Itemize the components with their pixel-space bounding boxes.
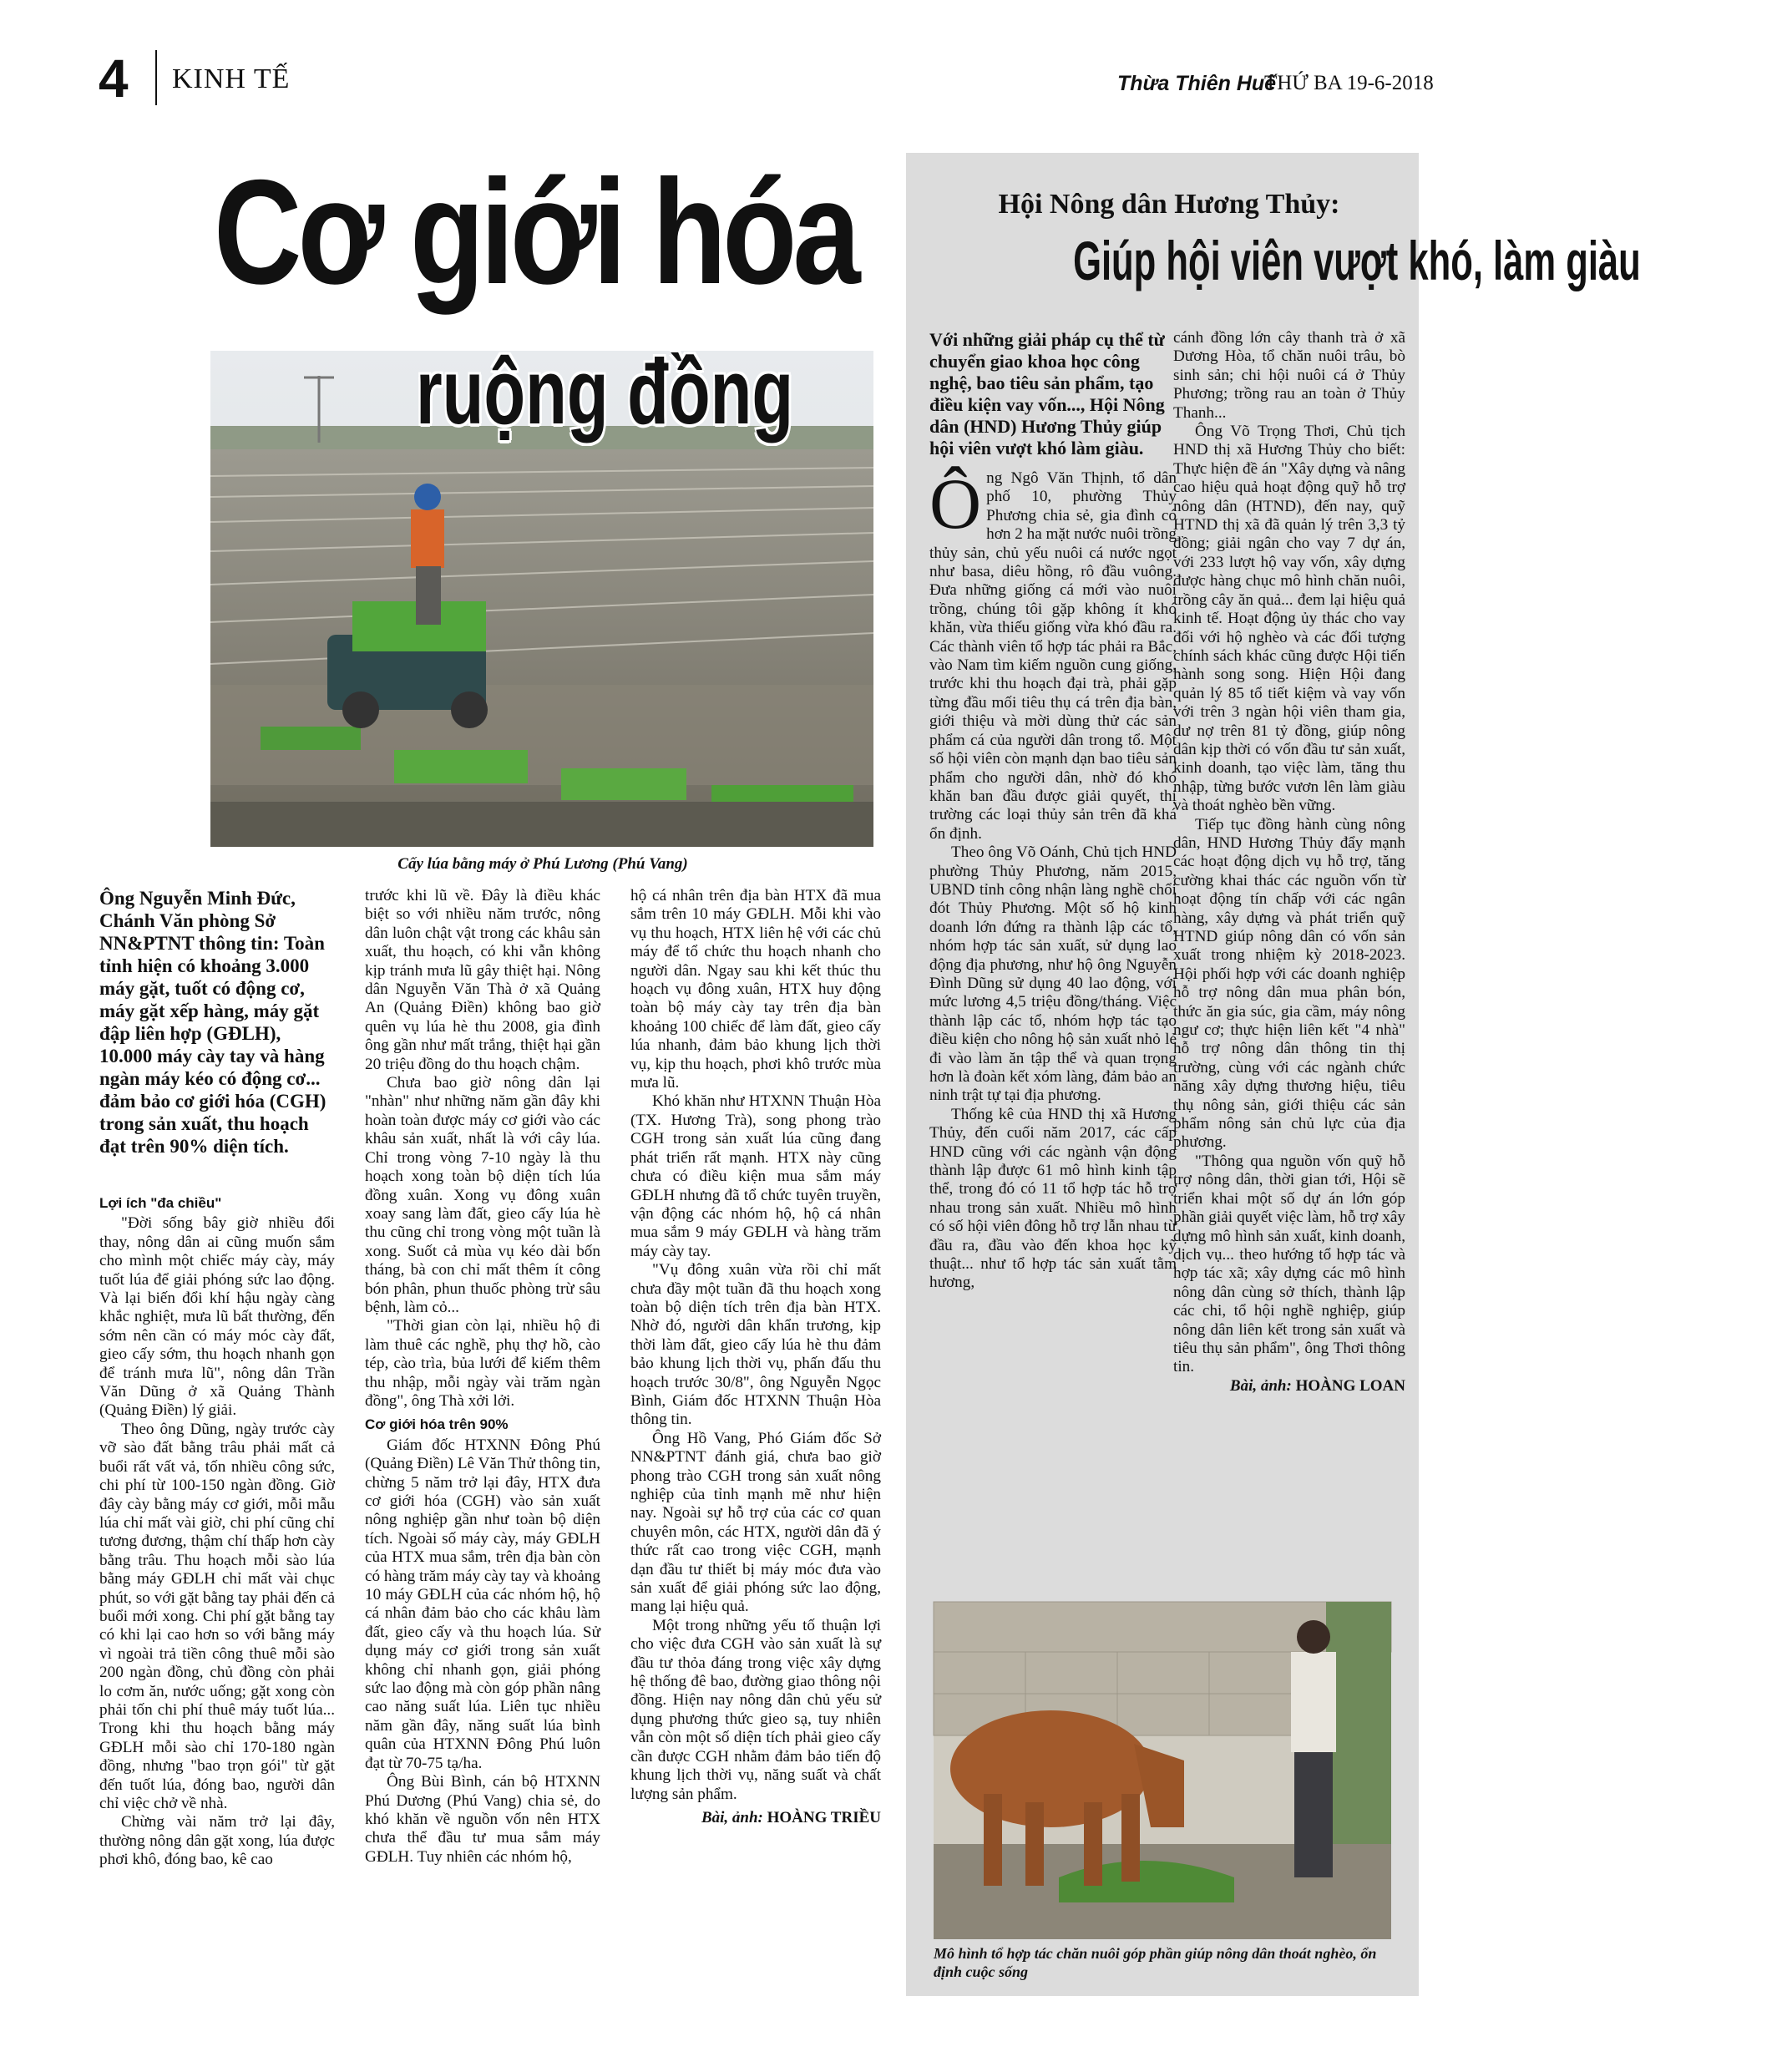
paragraph: Giám đốc HTXNN Đông Phú (Quảng Điền) Lê Văn Thử thông tin, chừng 5 năm trở lại đây, HTX đưa cơ giới hóa (CGH) vào sản xuất nông nghiệp gần như toàn bộ diện tích. Ngoài số máy cày, máy GĐLH của HTX mua sắm, trên địa bàn còn có hàng trăm máy cày tay và khoảng 10 máy GĐLH của các nhóm hộ, hộ cá nhân đảm bảo cho các khâu làm đất, gieo cấy và thu hoạch lúa. Sử dụng máy cơ giới trong sản xuất không chỉ nhanh gọn, giải phóng sức lao động mà còn góp phần nâng cao năng suất lúa. Liên tục nhiều năm gần đây, năng suất lúa bình quân của HTXNN Đông Phú luôn đạt từ 70-75 tạ/ha. [365,1436,600,1772]
subheading: Cơ giới hóa trên 90% [365,1416,509,1433]
sidebar-kicker: Hội Nông dân Hương Thủy: [998,189,1340,220]
paragraph: Ông Ngô Văn Thịnh, tổ dân phố 10, phường Thủy Phương chia sẻ, gia đình có hơn 2 ha mặt nước nuôi trồng thủy sản, chủ yếu nuôi cá nước ngọt như basa, diêu hồng, rô đầu vuông. Đưa những giống cá mới vào nuôi trồng, chúng tôi gặp không ít khó khăn, vừa thiếu giống vừa khó đầu ra. Các thành viên tổ hợp tác phải ra Bắc, vào Nam tìm kiếm nguồn cung giống, trước khi thu hoạch đại trà, phải gặp từng đầu mối tiêu thụ cá trên địa bàn, giới thiệu và mời dùng thử các sản phẩm cá của người dân trong tổ. Một số hội viên còn mạnh dạn bao tiêu sản phẩm cho người dân, nhờ đó khó khăn ban đầu được giải quyết, thị trường các loại thủy sản trên đã khá ổn định. [929,464,1177,843]
article-column-3 [630,887,881,1827]
newspaper-name: Thừa Thiên Huế [1117,72,1277,95]
paragraph: Theo ông Võ Oánh, Chủ tịch HND phường Thủy Phương, năm 2015, UBND tỉnh công nhận làng nghề chổi đót Thủy Phương. Một số hộ kinh doanh lớn đứng ra thành lập các tổ, nhóm hợp tác sản xuất, sử dụng lao động địa phương, như hộ ông Nguyễn Đình Dũng sử dụng 40 lao động, với mức lương 4,5 triệu đồng/tháng. Việc thành lập các tổ, nhóm hợp tác tạo điều kiện cho nông hộ sản xuất nhỏ lẻ đi vào làm ăn tập thể và quan trọng hơn là đoàn kết xóm làng, đảm bảo an ninh trật tự tại địa phương. [929,843,1177,1105]
paragraph: Chừng vài năm trở lại đây, thường nông dân gặt xong, lúa được phơi khô, đóng bao, kê cao [99,1813,335,1869]
paragraph: "Đời sống bây giờ nhiều đổi thay, nông dân ai cũng muốn sắm cho mình một chiếc máy cày, máy tuốt lúa để giải phóng sức lao động. Và lại biến đổi khí hậu ngày càng khắc nghiệt, mưa lũ bất thường, đến sớm nên cần có máy móc cày đất, gieo cấy sớm, thu hoạch nhanh gọn để tránh mưa lũ", nông dân Trần Văn Dũng ở xã Quảng Thành (Quảng Điền) lý giải. [99,1214,335,1420]
article-column-1 [99,887,335,1870]
section-name: KINH TẾ [172,63,291,94]
subheading: Lợi ích "đa chiều" [99,1195,222,1211]
paragraph: Ông Hồ Vang, Phó Giám đốc Sở NN&PTNT đánh giá, chưa bao giờ phong trào CGH trong sản xuất nông nghiệp của tỉnh mạnh mẽ như hiện nay. Ngoài sự hỗ trợ của các cơ quan chuyên môn, các HTX, người dân đã ý thức rất cao trong việc CGH, mạnh dạn đầu tư thiết bị máy móc đưa vào sản xuất để giải phóng sức lao động, mang lại hiệu quả. [630,1429,881,1616]
paragraph: Thống kê của HND thị xã Hương Thủy, đến cuối năm 2017, các cấp HND cũng với các ngành vận động thành lập được 61 mô hình kinh tập thể, trong đó có 11 tổ hợp tác hỗ trợ nhau trong sản xuất. Nhiều mô hình có số hội viên đông hỗ trợ lẫn nhau từ đầu ra, đầu vào đến khoa học kỹ thuật... như tổ hợp tác sản xuất tằm hương, [929,1105,1177,1292]
article-credit: Bài, ảnh: HOÀNG TRIỀU [701,1808,881,1826]
paragraph: trước khi lũ về. Đây là điều khác biệt so với nhiều năm trước, nông dân luôn chật vật trong các khâu sản xuất, thu hoạch, có khi vẫn không kịp tránh mưa lũ gây thiệt hại. Nông dân Nguyễn Văn Thà ở xã Quảng An (Quảng Điền) không bao giờ quên vụ lúa hè thu 2008, gia đình ông gần như mất trắng, thiệt hại gần 20 triệu đồng do thu hoạch chậm. [365,887,600,1073]
paragraph: Một trong những yếu tố thuận lợi cho việc đưa CGH vào sản xuất là sự đầu tư thỏa đáng trong việc xây dựng hệ thống đê bao, đường giao thông nội đồng. Hiện nay nông dân chủ yếu sử dụng phương thức gieo sạ, tuy nhiên vẫn còn một số diện tích phải gieo cấy cần được CGH nhằm đảm bảo tiến độ khung lịch thời vụ, năng suất và chất lượng sản phẩm. [630,1616,881,1803]
sidebar-lead: Với những giải pháp cụ thể từ chuyển giao khoa học công nghệ, bao tiêu sản phẩm, tạo điều kiện vay vốn..., Hội Nông dân (HND) Hương Thủy giúp hội viên vượt khó làm giàu. [929,329,1165,458]
sidebar-photo-caption: Mô hình tổ hợp tác chăn nuôi góp phần giúp nông dân thoát nghèo, ổn định cuộc sống [934,1945,1377,1980]
sidebar-column-1 [929,329,1177,1293]
paragraph: cánh đồng lớn cây thanh trà ở xã Dương Hòa, tổ chăn nuôi trâu, bò sinh sản; chi hội nuôi cá ở Thủy Phương; trồng rau an toàn ở Thủy Thanh... [1173,329,1405,422]
photo-caption: Cấy lúa bằng máy ở Phú Lương (Phú Vang) [397,855,688,873]
paragraph: Ông Võ Trọng Thơi, Chủ tịch HND thị xã Hương Thủy cho biết: Thực hiện đề án "Xây dựng và nâng cao hiệu quả hoạt động quỹ hỗ trợ nông dân (HTND), đến nay, quỹ HTND thị xã đã quản lý trên 3,3 tỷ đồng; giải ngân cho vay 7 dự án, với 233 lượt hộ vay vốn, xây dựng được hàng chục mô hình chăn nuôi, trồng cây ăn quả... đem lại hiệu quả kinh tế. Hoạt động ủy thác cho vay đối với hộ nghèo và các đối tượng chính sách khác cũng được Hội tiến hành song song. Hiện Hội đang quản lý 85 tổ tiết kiệm và vay vốn với trên 3 ngàn hội viên tham gia, dư nợ trên 81 tỷ đồng, giúp nông dân kịp thời có vốn đầu tư sản xuất, kinh doanh, tạo việc làm, tăng thu nhập, từng bước vươn lên làm giàu và thoát nghèo bền vững. [1173,423,1405,815]
paragraph: Tiếp tục đồng hành cùng nông dân, HND Hương Thủy đẩy mạnh các hoạt động dịch vụ hỗ trợ, tăng cường khai thác các nguồn vốn từ hoạt động tín chấp với các ngân hàng, xây dựng và phát triển quỹ HTND giúp nông dân có vốn sản xuất trong nhiệm kỳ 2018-2023. Hội phối hợp với các doanh nghiệp hỗ trợ nông dân mua phân bón, thức ăn gia súc, gia cầm, máy nông ngư cơ; thực hiện liên kết "4 nhà" hỗ trợ nông dân thông tin thị trường, cùng với các ngành chức năng xây dựng thương hiệu, tiêu thụ nông sản, giới thiệu các sản phẩm nông sản chủ lực của địa phương. [1173,815,1405,1152]
header-divider [155,50,157,105]
sidebar-title: Giúp hội viên vượt khó, làm giàu [1073,230,1641,291]
drop-cap: Ô [929,464,982,544]
article-column-2 [365,887,600,1867]
cow-farmer-photo [934,1602,1391,1939]
article-lead: Ông Nguyễn Minh Đức, Chánh Văn phòng Sở NN&PTNT thông tin: Toàn tỉnh hiện có khoảng 3.000 máy gặt, tuốt có động cơ, máy gặt xếp hàng, máy gặt đập liên hợp (GĐLH), 10.000 máy cày tay và hàng ngàn máy kéo có động cơ... đảm bảo cơ giới hóa (CGH) trong sản xuất, thu hoạch đạt trên 90% diện tích. [99,888,327,1157]
paragraph: "Thời gian còn lại, nhiều hộ đi làm thuê các nghề, phụ thợ hồ, cào tép, cào trìa, bủa lưới để kiếm thêm thu nhập, mỗi ngày vài trăm ngàn đồng", ông Thà xởi lởi. [365,1317,600,1410]
headline-line2: ruộng đồng [416,341,794,443]
paragraph: Ông Bùi Bình, cán bộ HTXNN Phú Dương (Phú Vang) chia sẻ, do khó khăn về nguồn vốn nên HTX chưa thể đầu tư mua sắm máy GĐLH. Tuy nhiên các nhóm hộ, [365,1773,600,1866]
issue-date: THỨ BA 19-6-2018 [1264,72,1434,94]
paragraph: Theo ông Dũng, ngày trước cày vỡ sào đất bằng trâu phải mất cả buổi rất vất vả, tốn nhiều công sức, chi phí từ 100-150 ngàn đồng. Giờ đây cày bằng máy cơ giới, mỗi mẫu lúa chỉ mất vài giờ, chi phí cũng chỉ tương đương, thậm chí thấp hơn cày bằng trâu. Thu hoạch mỗi sào lúa bằng máy GĐLH chỉ mất vài chục phút, so với gặt bằng tay phải đến cả buổi mới xong. Chi phí gặt bằng tay có khi lại cao hơn so với bằng máy vì ngoài trả tiền công thuê mỗi sào 200 ngàn đồng, chủ đồng còn phải lo cơm ăn, nước uống; gặt xong còn phải tốn chi phí thuê máy tuốt lúa... Trong khi thu hoạch bằng máy GĐLH mỗi sào chỉ 170-180 ngàn đồng, nhưng "bao trọn gói" từ gặt đến tuốt lúa, đóng bao, người dân chỉ việc chở về nhà. [99,1420,335,1812]
sidebar-credit: Bài, ảnh: HOÀNG LOAN [1229,1376,1405,1395]
paragraph: Khó khăn như HTXNN Thuận Hòa (TX. Hương Trà), song phong trào CGH trong sản xuất lúa cũng đang phát triển rất mạnh. HTX này cũng chưa có điều kiện mua sắm máy GĐLH nhưng đã tổ chức tuyên truyền, vận động các nhóm hộ, hộ cá nhân mua sắm 9 máy GĐLH và hàng trăm máy cày tay. [630,1092,881,1260]
paragraph: "Thông qua nguồn vốn quỹ hỗ trợ nông dân, thời gian tới, Hội sẽ triển khai một số dự án lớn góp phần giải quyết việc làm, hỗ trợ xây dựng mô hình sản xuất, kinh doanh, dịch vụ... theo hướng tổ hợp tác và hợp tác xã; xây dựng các mô hình nông dân cùng sở thích, thành lập các chi, tổ hội nghề nghiệp, giúp nông dân liên kết trong sản xuất và tiêu thụ sản phẩm", ông Thơi thông tin. [1173,1152,1405,1376]
paragraph: hộ cá nhân trên địa bàn HTX đã mua sắm trên 10 máy GĐLH. Mỗi khi vào vụ thu hoạch, HTX liên hệ với các chủ máy để tổ chức thu hoạch nhanh cho người dân. Ngay sau khi kết thúc thu hoạch vụ đông xuân, HTX huy động toàn bộ máy cày tay trên địa bàn khoảng 100 chiếc để làm đất, gieo cấy lúa nhanh, đảm bảo khung lịch thời vụ, kịp thu hoạch, phơi khô trước mùa mưa lũ. [630,887,881,1092]
paragraph: Chưa bao giờ nông dân lại "nhàn" như những năm gần đây khi hoàn toàn được máy cơ giới vào các khâu sản xuất, nhất là với cây lúa. Chỉ trong vòng 7-10 ngày là thu hoạch xong toàn bộ diện tích lúa đồng xuân. Xong vụ đông xuân xoay sang làm đất, gieo cấy lúa hè thu cũng chỉ trong vòng một tuần là xong. Suốt cả mùa vụ kéo dài bốn tháng, bà con chỉ mất thêm ít công bón phân, phun thuốc phòng trừ sâu bệnh, làm cỏ... [365,1074,600,1316]
headline-line1: Cơ giới hóa [214,149,857,315]
paragraph: "Vụ đông xuân vừa rồi chỉ mất chưa đầy một tuần đã thu hoạch xong toàn bộ diện tích trên địa bàn HTX. Nhờ đó, người dân khẩn trương, kịp thời làm đất, gieo cấy lúa hè thu đảm bảo khung lịch thời vụ, phấn đấu thu hoạch trước 30/8", ông Nguyễn Ngọc Bình, Giám đốc HTXNN Thuận Hòa thông tin. [630,1261,881,1429]
page-number: 4 [99,48,129,109]
sidebar-column-2 [1173,329,1405,1396]
